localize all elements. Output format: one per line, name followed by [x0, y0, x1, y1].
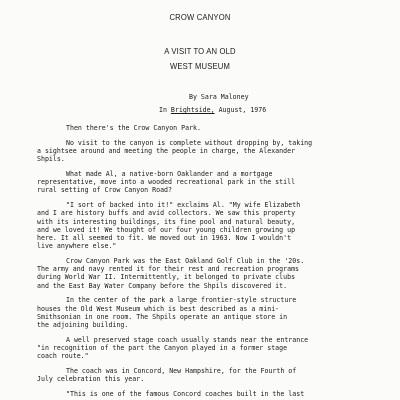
body-line: and we loved it! We thought of our four young children growing up: [37, 226, 296, 234]
body-line: coach route.": [37, 352, 89, 360]
body-line: a sightsee around and meeting the people in charge, the Alexander: [37, 147, 296, 155]
body-line: In the center of the park a large frontier-style structure: [66, 296, 297, 304]
body-line: The army and navy rented it for their rest and recreation programs: [37, 265, 300, 273]
byline-source-prefix: In: [159, 106, 171, 114]
body-line: and I are history buffs and avid collectors. We saw this property: [37, 209, 296, 217]
body-line: live anywhere else.": [37, 242, 117, 250]
body-line: Smithsonian in one room. The Shpils operate an antique store in: [37, 313, 288, 321]
body-line: during World War II. Intermittently, it belonged to private clubs: [37, 273, 296, 281]
body-line: the adjoining building.: [37, 321, 129, 329]
body-line: Then there's the Crow Canyon Park.: [66, 124, 201, 132]
body-line: with its interesting buildings, its fine pool and natural beauty,: [37, 218, 296, 226]
body-line: rural setting of Crow Canyon Road?: [37, 186, 172, 194]
body-line: here. It all seemed to fit. We moved out in 1963. Now I wouldn't: [37, 234, 292, 242]
article-title-line-2: WEST MUSEUM: [169, 61, 231, 71]
body-line: July celebration this year.: [37, 375, 145, 383]
park-title: CROW CANYON: [169, 12, 231, 22]
byline-author: By Sara Maloney: [189, 93, 249, 101]
body-line: representative, move into a wooded recreational park in the still: [37, 178, 296, 186]
byline-publication: Brightside,: [170, 106, 215, 114]
body-line: A well preserved stage coach usually stands near the entrance: [66, 336, 309, 344]
body-line: "in recognition of the part the Canyon played in a former stage: [37, 344, 288, 352]
body-line: What made Al, a native-born Oaklander and a mortgage: [66, 170, 273, 178]
byline-source: [159, 106, 266, 116]
body-line: Shpils.: [37, 155, 65, 163]
body-line: "I sort of backed into it!" exclaims Al. "My wife Elizabeth: [66, 201, 301, 209]
body-line: "This is one of the famous Concord coaches built in the last: [66, 390, 305, 398]
body-line: houses the Old West Museum which is best described as a mini-: [37, 305, 280, 313]
byline-date: August, 1976: [214, 106, 267, 114]
body-line: No visit to the canyon is complete without dropping by, taking: [66, 139, 313, 147]
article-title-line-1: A VISIT TO AN OLD: [164, 46, 236, 56]
body-line: The coach was in Concord, New Hampshire, for the Fourth of: [66, 367, 297, 375]
body-line: and the East Bay Water Company before the Shpils discovered it.: [37, 282, 288, 290]
body-line: Crow Canyon Park was the East Oakland Golf Club in the '20s.: [66, 257, 305, 265]
